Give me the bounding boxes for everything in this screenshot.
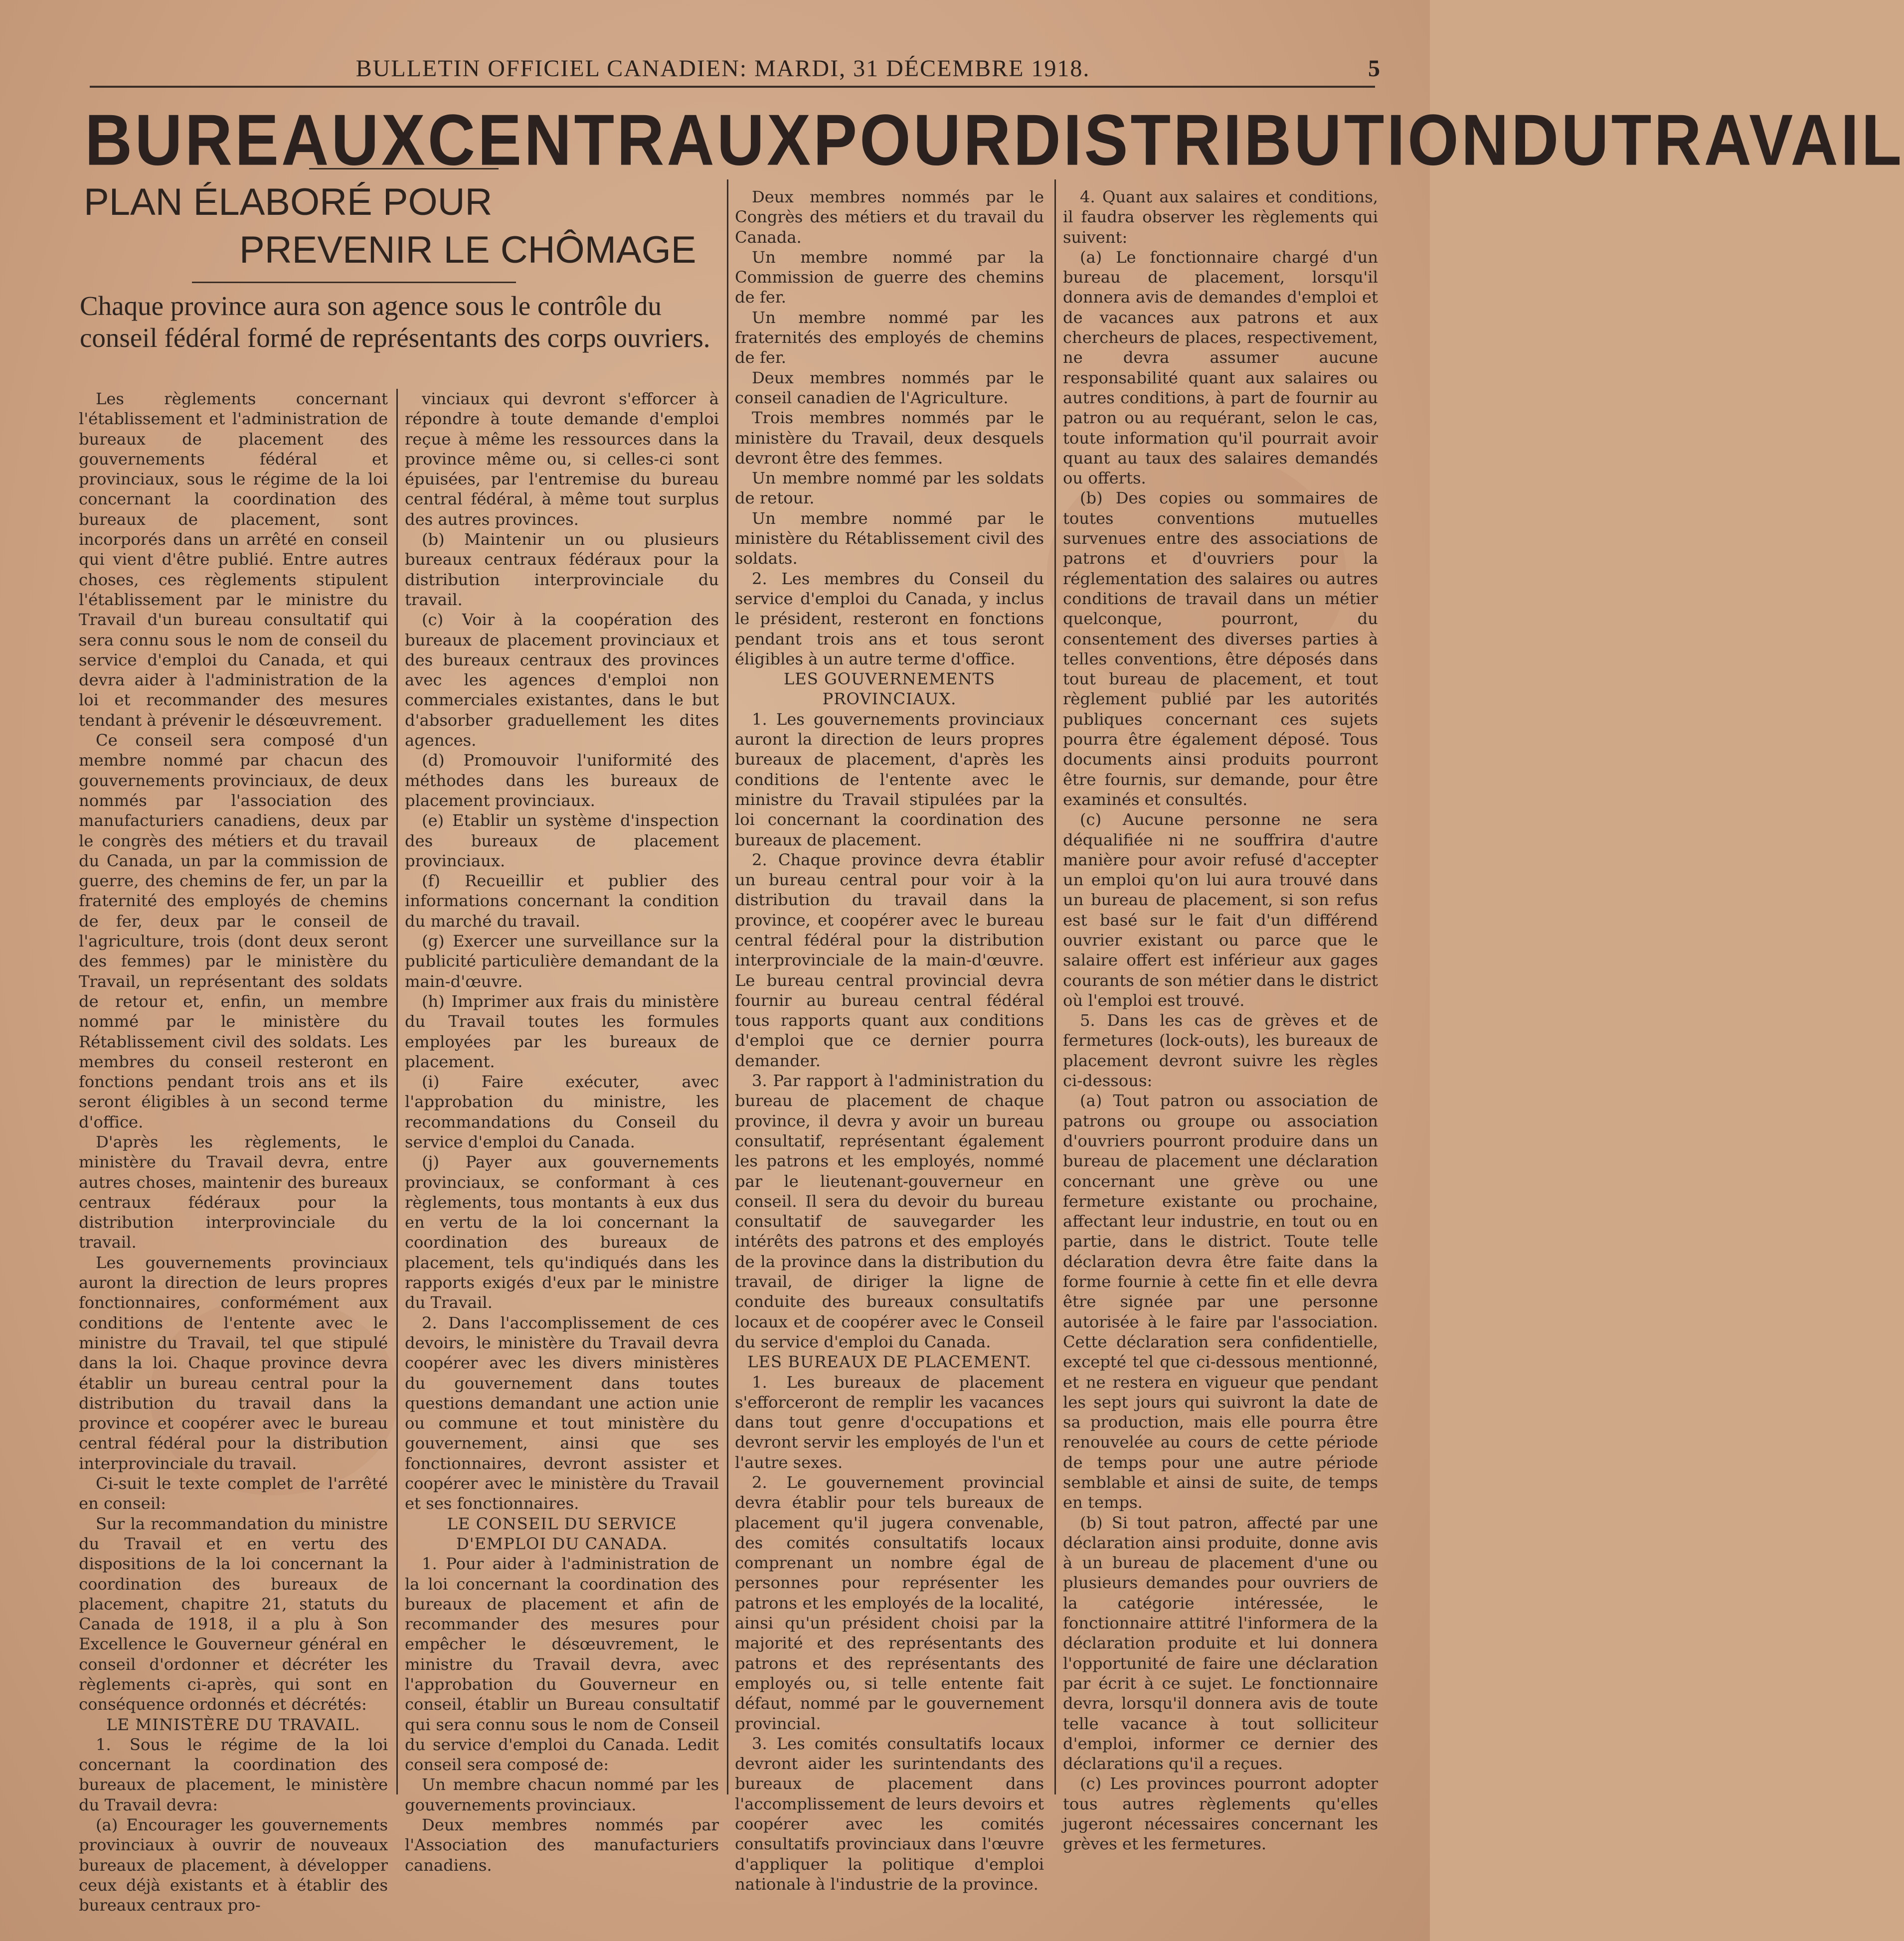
paragraph: Un membre nommé par les soldats de retour. (735, 469, 1044, 508)
column-rule (396, 389, 398, 1794)
deck-headline (80, 178, 723, 274)
paragraph: (i) Faire exécuter, avec l'approbation du ministre, les recommandations du Conseil du service d'emploi du Canada. (405, 1072, 719, 1151)
paragraph: 1. Sous le régime de la loi concernant la coordination des bureaux de placement, le ministère du Travail devra: (79, 1735, 388, 1814)
page-number: 5 (1368, 55, 1380, 82)
banner-headline (85, 96, 1904, 183)
paragraph: (f) Recueillir et publier des informations concernant la condition du marché du travail. (405, 871, 719, 931)
paragraph: (j) Payer aux gouvernements provinciaux, se conformant à ces règlements, tous montants à eux dus en vertu de la loi concernant la coordination des bureaux de placement, tels qu'indiqués dans les rapports exigés d'eux par le ministre du Travail. (405, 1152, 719, 1312)
paragraph: (b) Maintenir un ou plusieurs bureaux centraux fédéraux pour la distribution interprovinciale du travail. (405, 530, 719, 609)
paragraph: Les gouvernements provinciaux auront la direction de leurs propres fonctionnaires, conformément aux conditions de l'entente avec le ministre du Travail, tel que stipulé dans la loi. Chaque province devra établir un bureau central pour la distribution du travail dans la province et coopérer avec le bureau central fédéral pour la distribution interprovinciale du travail. (79, 1253, 388, 1473)
paragraph: 2. Le gouvernement provincial devra établir pour tels bureaux de placement qu'il jugera convenable, des comités consultatifs locaux comprenant un nombre égal de personnes pour représenter les patrons et les employés de la localité, ainsi qu'un président choisi par la majorité et des représentants des patrons et des représentants des employés ou, si telle entente fait défaut, nommé par le gouvernement provincial. (735, 1473, 1044, 1733)
deck-line-1: PLAN ÉLABORÉ POUR (84, 181, 493, 223)
paragraph: (b) Si tout patron, affecté par une déclaration ainsi produite, donne avis à un bureau de placement d'une ou plusieurs demandes pour ouvriers de la catégorie intéressée, le fonctionnaire attitré l'informera de la déclaration produite et lui donnera l'opportunité de faire une déclaration par écrit à ce sujet. Le fonctionnaire devra, lorsqu'il donnera avis de toute telle vacance à tout solliciteur d'emploi, informer ce dernier des déclarations qu'il a reçues. (1063, 1513, 1378, 1774)
paragraph: 2. Chaque province devra établir un bureau central pour voir à la distribution du travail dans la province, et coopérer avec le bureau central fédéral pour la distribution interprovinciale de la main-d'œuvre. Le bureau central provincial devra fournir au bureau central fédéral tous rapports quant aux conditions d'emploi que ce dernier pourra demander. (735, 850, 1044, 1070)
banner-word: POUR (813, 99, 1014, 180)
section-heading: LE CONSEIL DU SERVICE D'EMPLOI DU CANADA. (447, 1514, 677, 1553)
header-rule (90, 86, 1375, 88)
paragraph: 2. Les membres du Conseil du service d'emploi du Canada, y inclus le président, resteront en fonctions pendant trois ans et tous seront éligibles à un autre terme d'office. (735, 569, 1044, 668)
paragraph: 5. Dans les cas de grèves et de fermetures (lock-outs), les bureaux de placement devront suivre les règles ci-dessous: (1063, 1011, 1378, 1091)
section-heading: LES BUREAUX DE PLACEMENT. (747, 1352, 1032, 1372)
paragraph: (a) Encourager les gouvernements provinciaux à ouvrir de nouveaux bureaux de placement, à développer ceux déjà existants et à établir des bureaux centraux pro- (79, 1815, 388, 1915)
article-column-2 (405, 389, 719, 1875)
paragraph: (h) Imprimer aux frais du ministère du Travail toutes les formules employées par les bureaux de placement. (405, 991, 719, 1071)
paragraph: 4. Quant aux salaires et conditions, il faudra observer les règlements qui suivent: (1063, 187, 1378, 247)
paragraph: (g) Exercer une surveillance sur la publicité particulière demandant de la main-d'œuvre. (405, 932, 719, 991)
paragraph: Ci-suit le texte complet de l'arrêté en conseil: (79, 1474, 388, 1513)
paragraph: (c) Voir à la coopération des bureaux de placement provinciaux et des bureaux centraux des provinces avec les agences d'emploi non commerciales existantes, dans le but d'absorber graduellement les dites agences. (405, 610, 719, 750)
paragraph: Un membre nommé par les fraternités des employés de chemins de fer. (735, 308, 1044, 367)
banner-word: DU (1511, 99, 1611, 180)
paragraph: Sur la recommandation du ministre du Travail et en vertu des dispositions de la loi concernant la coordination des bureaux de placement, chapitre 21, statuts du Canada de 1918, il a plu à Son Excellence le Gouverneur général en conseil d'ordonner et décréter les règlements ci-après, qui sont en conséquence ordonnés et décrétés: (79, 1514, 388, 1714)
paragraph: Un membre nommé par le ministère du Rétablissement civil des soldats. (735, 508, 1044, 568)
paragraph: Deux membres nommés par le Congrès des métiers et du travail du Canada. (735, 187, 1044, 247)
paragraph: (b) Des copies ou sommaires de toutes conventions mutuelles survenues entre des associations de patrons et d'ouvriers pour la réglementation des salaires ou autres conditions de travail dans un métier quelconque, pourront, du consentement des diverses parties à telles conventions, être déposés dans tout bureau de placement, et tout règlement publié par les autorités publiques concernant ces sujets pourra être également déposé. Tous documents ainsi produits pourront être fournis, sur demande, pour être examinés et consultés. (1063, 488, 1378, 809)
paragraph: 2. Dans l'accomplissement de ces devoirs, le ministère du Travail devra coopérer avec les divers ministères du gouvernement dans toutes questions demandant une action unie ou commune et tout ministère du gouvernement, ainsi que ses fonctionnaires, devront assister et coopérer avec le ministère du Travail et ses fonctionnaires. (405, 1313, 719, 1513)
paragraph: (d) Promouvoir l'uniformité des méthodes dans les bureaux de placement provinciaux. (405, 751, 719, 810)
banner-word: DISTRIBUTION (1013, 99, 1512, 180)
article-column-3 (735, 187, 1044, 1894)
paragraph: D'après les règlements, le ministère du Travail devra, entre autres choses, maintenir des bureaux centraux fédéraux pour la distribution interprovinciale du travail. (79, 1132, 388, 1252)
paragraph: Ce conseil sera composé d'un membre nommé par chacun des gouvernements provinciaux, de deux nommés par l'association des manufacturiers canadiens, deux par le congrès des métiers et du travail du Canada, un par la commission de guerre, des chemins de fer, un par la fraternité des employés de chemins de fer, deux par le conseil de l'agriculture, trois (dont deux seront des femmes) par le ministère du Travail, un représentant des soldats de retour et, enfin, un membre nommé par le ministère du Rétablissement civil des soldats. Les membres du conseil resteront en fonctions pendant trois ans et ils seront éligibles à un second terme d'office. (79, 731, 388, 1132)
paragraph: (a) Tout patron ou association de patrons ou groupe ou association d'ouvriers pourront produire dans un bureau de placement une déclaration concernant une grève ou une fermeture existante ou prochaine, affectant leur industrie, en tout ou en partie, dans le district. Toute telle déclaration devra être faite dans la forme fournie à cette fin et elle devra être signée par une personne autorisée à le faire par l'association. Cette déclaration sera confidentielle, excepté tel que ci-dessous mentionné, et ne restera en vigueur que pendant les sept jours qui suivront la date de sa production, mais elle pourra être renouvelée au cours de cette période de temps pour une autre période semblable et ainsi de suite, de temps en temps. (1063, 1091, 1378, 1512)
deck-rule (309, 168, 499, 169)
paragraph: 1. Pour aider à l'administration de la loi concernant la coordination des bureaux de placement et afin de recommander des mesures pour empêcher le désœuvrement, le ministre du Travail devra, avec l'approbation du Gouverneur en conseil, établir un Bureau consultatif qui sera connu sous le nom de Conseil du service d'emploi du Canada. Ledit conseil sera composé de: (405, 1554, 719, 1775)
paragraph: Un membre chacun nommé par les gouvernements provinciaux. (405, 1775, 719, 1814)
deck-rule (192, 282, 516, 283)
paragraph: Deux membres nommés par le conseil canadien de l'Agriculture. (735, 368, 1044, 407)
banner-word: TRAVAIL (1611, 99, 1904, 180)
column-rule (1054, 179, 1056, 1794)
paragraph: 3. Les comités consultatifs locaux devront aider les surintendants des bureaux de placement dans l'accomplissement de leurs devoirs et coopérer avec les comités consultatifs provinciaux dans l'œuvre d'appliquer la politique d'emploi nationale à l'industrie de la province. (735, 1734, 1044, 1894)
paragraph: 3. Par rapport à l'administration du bureau de placement de chaque province, il devra y avoir un bureau consultatif, représentant également les patrons et les employés, nommé par le lieutenant-gouverneur en conseil. Il sera du devoir du bureau consultatif de sauvegarder les intérêts des patrons et des employés de la province dans la distribution du travail, de diriger la ligne de conduite des bureaux consultatifs locaux et de coopérer avec le Conseil du service d'emploi du Canada. (735, 1071, 1044, 1351)
paragraph: (c) Les provinces pourront adopter tous autres règlements qu'elles jugeront nécessaires concernant les grèves et les fermetures. (1063, 1774, 1378, 1854)
paragraph: 1. Les bureaux de placement s'efforceront de remplir les vacances dans tout genre d'occupations et devront servir les employés de l'un et l'autre sexes. (735, 1372, 1044, 1472)
section-heading: LE MINISTÈRE DU TRAVAIL. (106, 1715, 360, 1734)
deck-line-2: PREVENIR LE CHÔMAGE (239, 229, 696, 271)
running-head: BULLETIN OFFICIEL CANADIEN: MARDI, 31 DÉCEMBRE 1918. (355, 55, 1090, 82)
paragraph: Les règlements concernant l'établissement et l'administration de bureaux de placement des gouvernements fédéral et provinciaux, sous le régime de la loi concernant la coordination des bureaux de placement, sont incorporés dans un arrêté en conseil qui vient d'être publié. Entre autres choses, ces règlements stipulent l'établissement par le ministre du Travail d'un bureau consultatif qui sera connu sous le nom de conseil du service d'emploi du Canada, et qui devra aider à l'administration de la loi et recommander des mesures tendant à prévenir le désœuvrement. (79, 389, 388, 730)
banner-word: CENTRAUX (427, 99, 814, 180)
paragraph: (c) Aucune personne ne sera déqualifiée ni ne souffrira d'autre manière pour avoir refusé d'accepter un emploi qu'on lui aura trouvé dans un bureau de placement, si son refus est basé sur le fait d'un différend ouvrier existant ou parce que le salaire offert est inférieur aux gages courants de son métier dans le district où l'emploi est trouvé. (1063, 810, 1378, 1010)
paragraph: Trois membres nommés par le ministère du Travail, deux desquels devront être des femmes. (735, 408, 1044, 468)
banner-word: BUREAUX (85, 99, 428, 180)
paragraph: Deux membres nommés par l'Association des manufacturiers canadiens. (405, 1815, 719, 1875)
article-column-1 (79, 389, 388, 1915)
paragraph: Un membre nommé par la Commission de guerre des chemins de fer. (735, 247, 1044, 307)
article-column-4 (1063, 187, 1378, 1854)
paragraph: vinciaux qui devront s'efforcer à répondre à toute demande d'emploi reçue à même les ressources dans la province même ou, si celles-ci sont épuisées, par l'entremise du bureau central fédéral, à même tout surplus des autres provinces. (405, 389, 719, 529)
subheadline: Chaque province aura son agence sous le contrôle du conseil fédéral formé de représentants des corps ouvriers. (80, 291, 710, 353)
paragraph: 1. Les gouvernements provinciaux auront la direction de leurs propres bureaux de placement, d'après les conditions de l'entente avec le ministre du Travail stipulées par la loi concernant la coordination des bureaux de placement. (735, 709, 1044, 849)
column-rule (727, 179, 728, 1794)
paragraph: (a) Le fonctionnaire chargé d'un bureau de placement, lorsqu'il donnera avis de demandes d'emploi et de vacances aux patrons et aux chercheurs de places, respectivement, ne devra assumer aucune responsabilité quant aux salaires ou autres conditions, à part de fournir au patron ou au requérant, selon le cas, toute information qu'il pourrait avoir quant au taux des salaires demandés ou offerts. (1063, 247, 1378, 488)
paragraph: (e) Etablir un système d'inspection des bureaux de placement provinciaux. (405, 811, 719, 870)
section-heading: LES GOUVERNEMENTS PROVINCIAUX. (783, 669, 996, 709)
